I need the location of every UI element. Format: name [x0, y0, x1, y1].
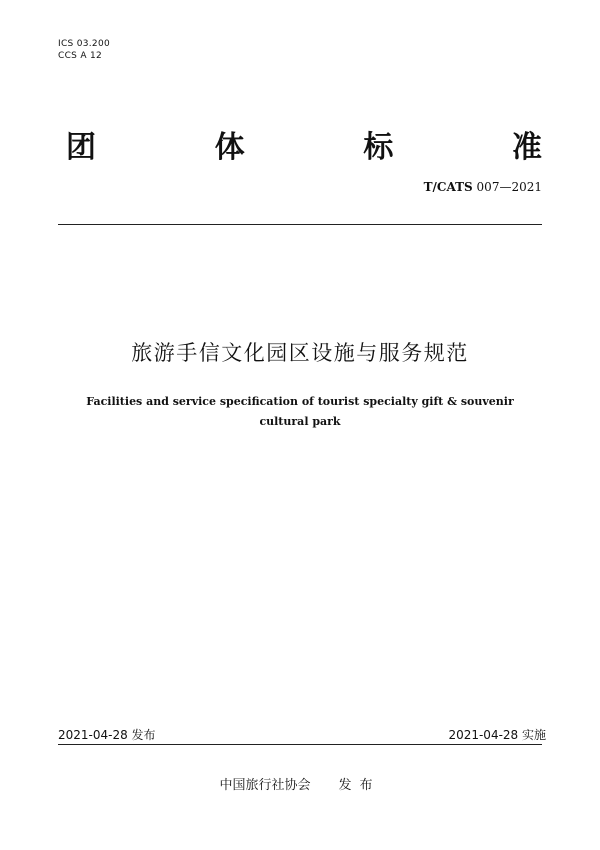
bottom-divider: [58, 744, 542, 745]
issuer-line: [0, 774, 600, 793]
classification-codes: [58, 38, 110, 62]
standard-type-char: 标: [363, 130, 394, 165]
top-divider: [58, 224, 542, 225]
ccs-code: CCS A 12: [58, 51, 103, 61]
standard-type-char: 团: [66, 130, 96, 165]
document-title-chinese: 旅游手信文化园区设施与服务规范: [131, 341, 469, 365]
english-title-line: cultural park: [259, 415, 341, 428]
standard-number-suffix: 007—2021: [472, 180, 542, 194]
standard-number-prefix: T/CATS: [423, 180, 473, 194]
standard-type-heading: [66, 122, 542, 166]
standard-type-char: 体: [214, 130, 245, 165]
ics-code: ICS 03.200: [58, 39, 111, 49]
standard-type-char: 准: [511, 130, 542, 165]
standard-number: [424, 180, 542, 194]
issuer-name: 中国旅行社协会: [219, 778, 311, 793]
english-title-line: Facilities and service specification of tourist specialty gift & souvenir: [86, 395, 514, 408]
release-date: 2021-04-28 发布: [58, 728, 156, 742]
issuer-verb: 发布: [338, 778, 381, 793]
document-title-english: [60, 392, 540, 432]
implementation-date: 2021-04-28 实施: [448, 728, 546, 742]
